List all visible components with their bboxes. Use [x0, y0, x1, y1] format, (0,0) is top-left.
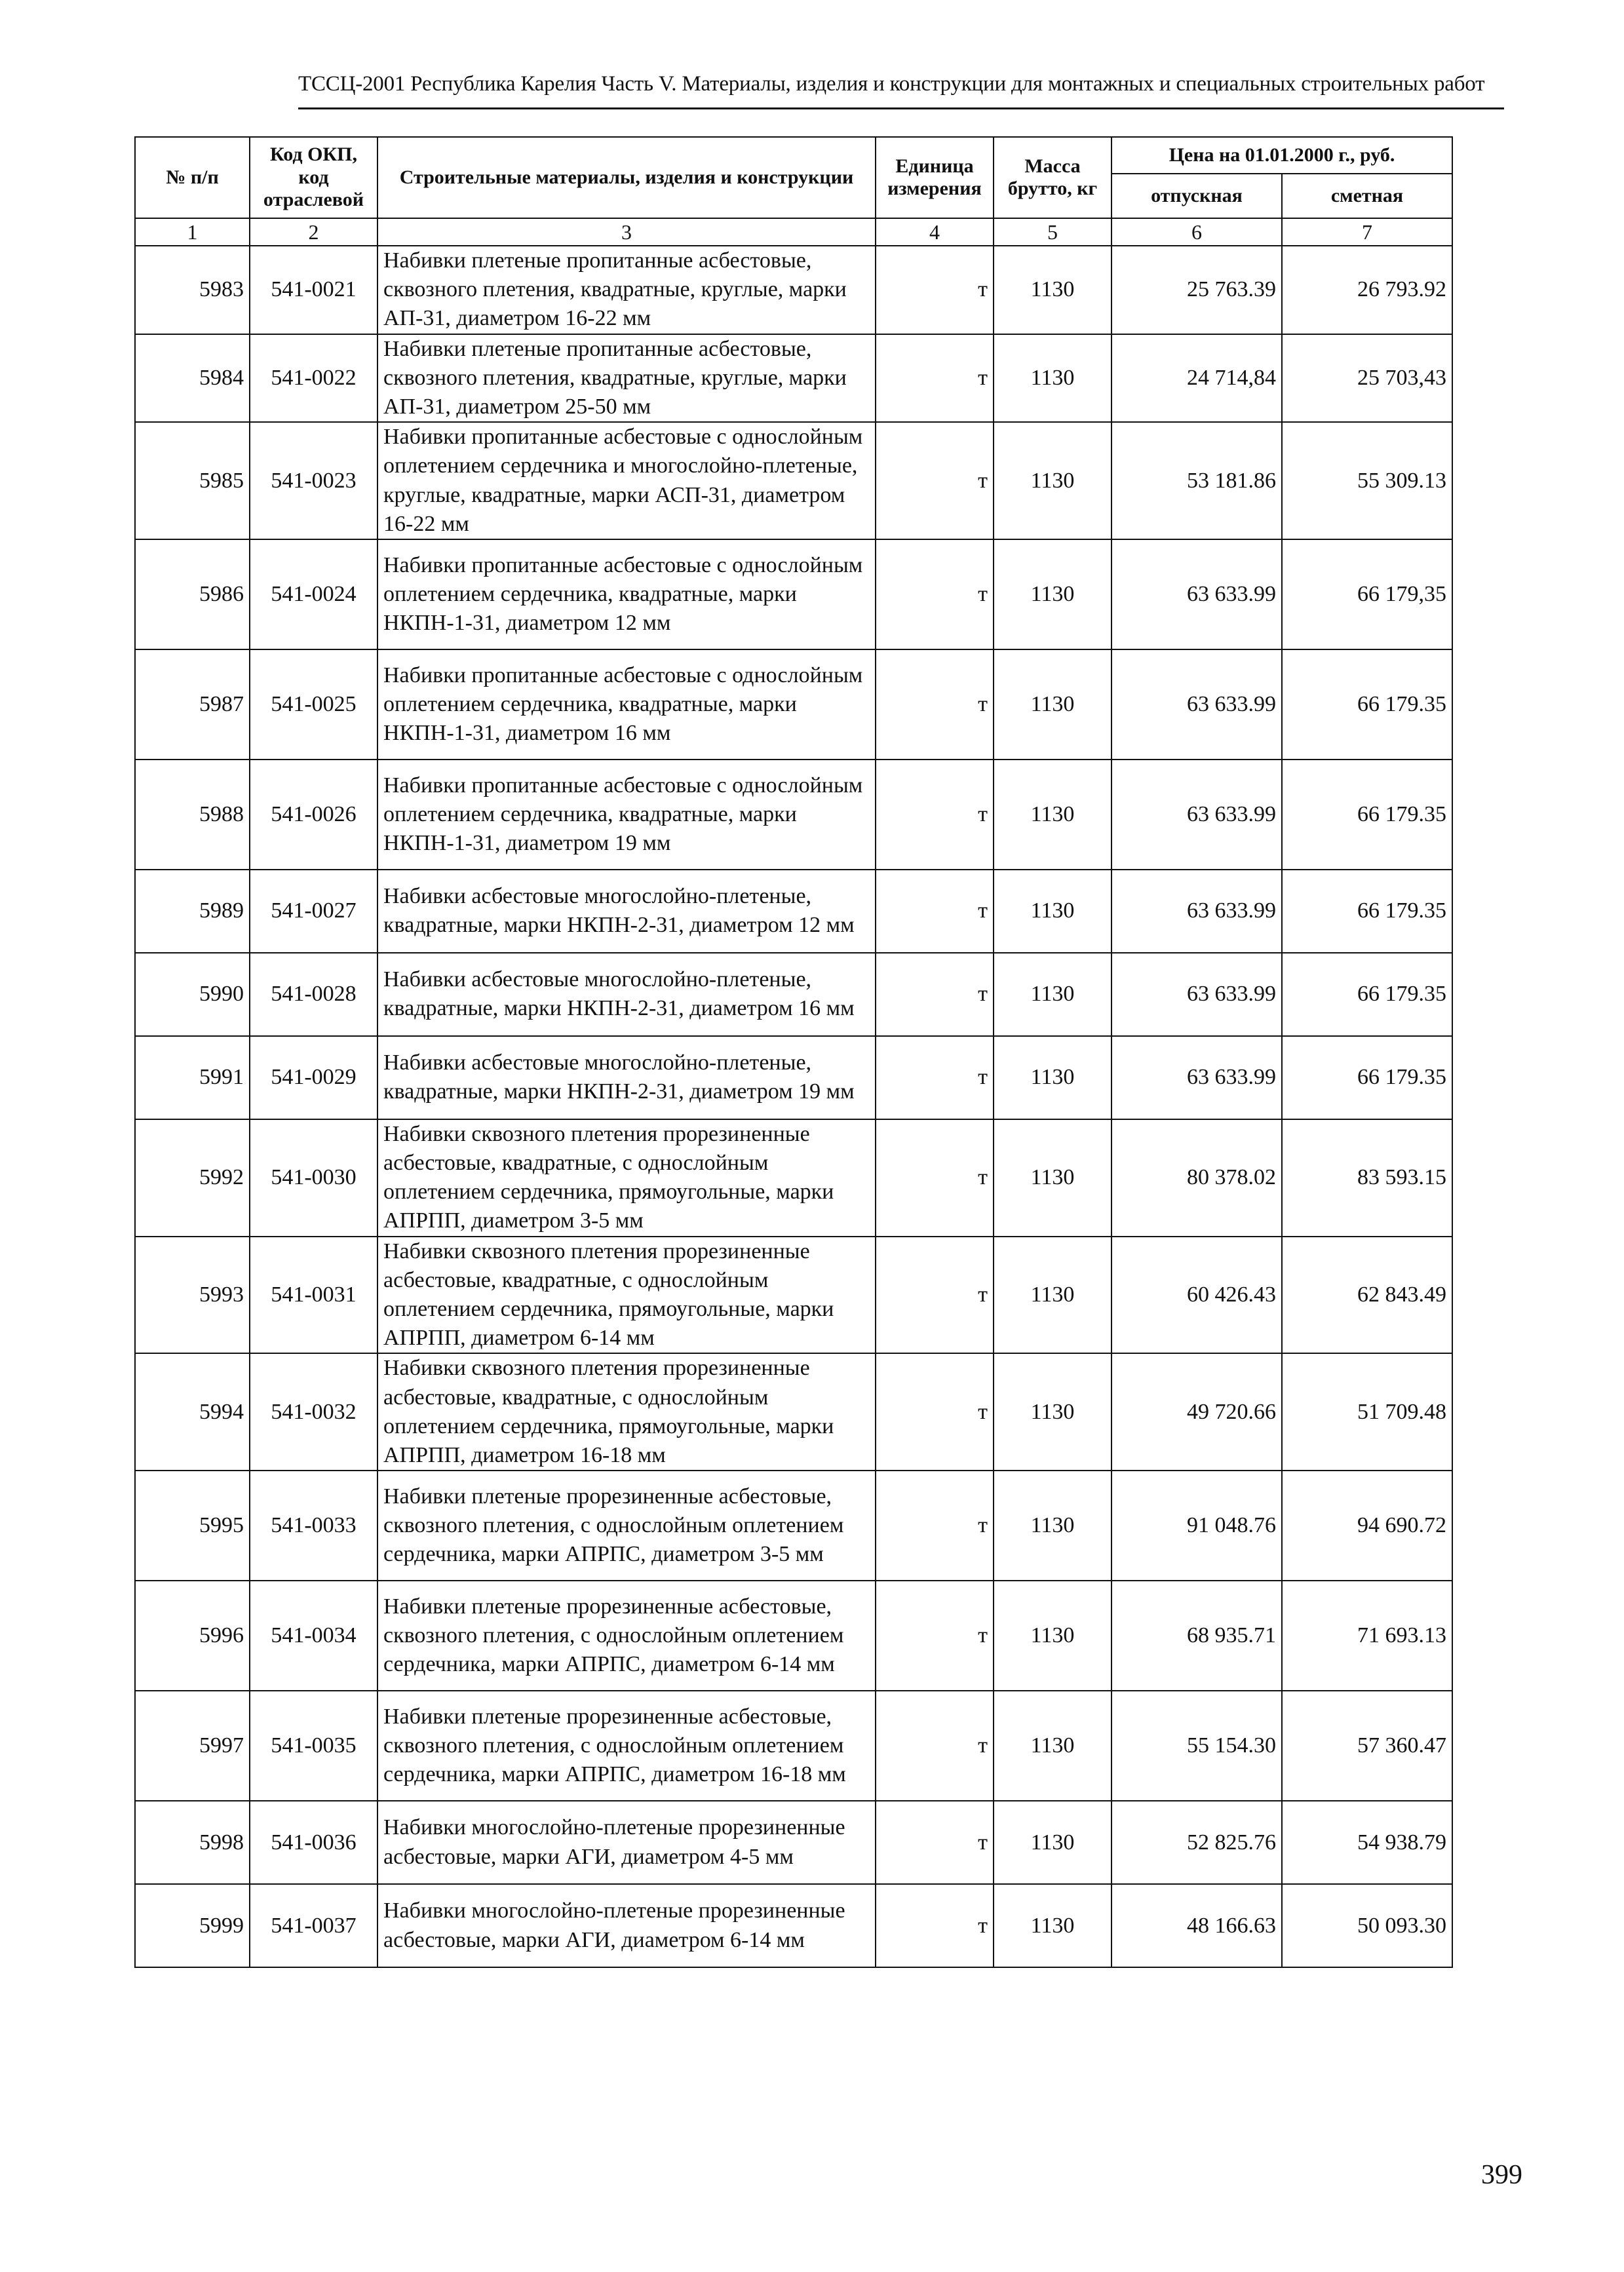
table-row	[135, 953, 1452, 1036]
row-unit: т	[876, 1119, 994, 1237]
row-unit: т	[876, 760, 994, 870]
row-mass: 1130	[994, 870, 1112, 953]
row-num: 5986	[135, 539, 250, 649]
row-unit: т	[876, 649, 994, 760]
row-num: 5984	[135, 334, 250, 423]
row-code: 541-0037	[250, 1884, 377, 1967]
header-unit: Единица измерения	[876, 137, 994, 218]
page-number: 399	[1481, 2160, 1522, 2190]
row-price-release: 24 714,84	[1112, 334, 1282, 423]
row-description: Набивки плетеные пропитанные асбестовые, сквозного плетения, квадратные, круглые, марки АП-31, диаметром 25-50 мм	[377, 334, 876, 423]
row-num: 5998	[135, 1801, 250, 1884]
row-code: 541-0031	[250, 1237, 377, 1354]
row-mass: 1130	[994, 760, 1112, 870]
row-price-estimate: 57 360.47	[1282, 1691, 1452, 1801]
row-unit: т	[876, 870, 994, 953]
row-unit: т	[876, 1691, 994, 1801]
row-code: 541-0025	[250, 649, 377, 760]
row-num: 5999	[135, 1884, 250, 1967]
row-price-estimate: 26 793.92	[1282, 246, 1452, 334]
row-description: Набивки пропитанные асбестовые с однослойным оплетением сердечника, квадратные, марки НКПН-1-31, диаметром 12 мм	[377, 539, 876, 649]
header-num: № п/п	[135, 137, 250, 218]
table-row	[135, 246, 1452, 334]
row-price-release: 60 426.43	[1112, 1237, 1282, 1354]
table-row	[135, 1237, 1452, 1354]
table-row	[135, 649, 1452, 760]
row-unit: т	[876, 1237, 994, 1354]
row-unit: т	[876, 953, 994, 1036]
row-price-estimate: 71 693.13	[1282, 1581, 1452, 1691]
header-price-release: отпускная	[1112, 174, 1282, 218]
row-mass: 1130	[994, 334, 1112, 423]
row-description: Набивки пропитанные асбестовые с однослойным оплетением сердечника, квадратные, марки НКПН-1-31, диаметром 19 мм	[377, 760, 876, 870]
row-price-release: 52 825.76	[1112, 1801, 1282, 1884]
row-mass: 1130	[994, 1884, 1112, 1967]
row-description: Набивки асбестовые многослойно-плетеные, квадратные, марки НКПН-2-31, диаметром 12 мм	[377, 870, 876, 953]
row-num: 5992	[135, 1119, 250, 1237]
table-row	[135, 760, 1452, 870]
row-price-estimate: 66 179.35	[1282, 1036, 1452, 1119]
row-price-estimate: 62 843.49	[1282, 1237, 1452, 1354]
row-price-estimate: 66 179,35	[1282, 539, 1452, 649]
row-num: 5989	[135, 870, 250, 953]
row-num: 5994	[135, 1353, 250, 1471]
row-price-release: 91 048.76	[1112, 1471, 1282, 1581]
row-price-estimate: 54 938.79	[1282, 1801, 1452, 1884]
row-code: 541-0028	[250, 953, 377, 1036]
row-price-release: 63 633.99	[1112, 953, 1282, 1036]
row-mass: 1130	[994, 1036, 1112, 1119]
row-unit: т	[876, 422, 994, 539]
row-code: 541-0036	[250, 1801, 377, 1884]
row-mass: 1130	[994, 1353, 1112, 1471]
row-price-estimate: 55 309.13	[1282, 422, 1452, 539]
row-mass: 1130	[994, 953, 1112, 1036]
row-num: 5993	[135, 1237, 250, 1354]
row-price-release: 25 763.39	[1112, 246, 1282, 334]
header-mass: Масса брутто, кг	[994, 137, 1112, 218]
row-mass: 1130	[994, 422, 1112, 539]
table-row	[135, 1471, 1452, 1581]
row-num: 5996	[135, 1581, 250, 1691]
column-number: 2	[250, 218, 377, 246]
row-unit: т	[876, 334, 994, 423]
row-description: Набивки сквозного плетения прорезиненные асбестовые, квадратные, с однослойным оплетением сердечника, прямоугольные, марки АПРПП, диаметром 6-14 мм	[377, 1237, 876, 1354]
header-price-estimate: сметная	[1282, 174, 1452, 218]
row-description: Набивки асбестовые многослойно-плетеные, квадратные, марки НКПН-2-31, диаметром 19 мм	[377, 1036, 876, 1119]
header-code: Код ОКП, код отраслевой	[250, 137, 377, 218]
row-price-estimate: 50 093.30	[1282, 1884, 1452, 1967]
row-num: 5990	[135, 953, 250, 1036]
row-description: Набивки асбестовые многослойно-плетеные, квадратные, марки НКПН-2-31, диаметром 16 мм	[377, 953, 876, 1036]
row-price-release: 63 633.99	[1112, 539, 1282, 649]
row-price-release: 55 154.30	[1112, 1691, 1282, 1801]
row-description: Набивки сквозного плетения прорезиненные асбестовые, квадратные, с однослойным оплетением сердечника, прямоугольные, марки АПРПП, диаметром 3-5 мм	[377, 1119, 876, 1237]
row-code: 541-0027	[250, 870, 377, 953]
row-description: Набивки пропитанные асбестовые с однослойным оплетением сердечника и многослойно-плетеные, круглые, квадратные, марки АСП-31, диаметром 16-22 мм	[377, 422, 876, 539]
row-price-estimate: 94 690.72	[1282, 1471, 1452, 1581]
row-num: 5995	[135, 1471, 250, 1581]
row-price-release: 53 181.86	[1112, 422, 1282, 539]
row-unit: т	[876, 1581, 994, 1691]
row-unit: т	[876, 1353, 994, 1471]
table-row	[135, 1801, 1452, 1884]
row-price-estimate: 83 593.15	[1282, 1119, 1452, 1237]
header-price-group: Цена на 01.01.2000 г., руб.	[1112, 137, 1452, 174]
row-code: 541-0026	[250, 760, 377, 870]
row-unit: т	[876, 1884, 994, 1967]
table-row	[135, 1884, 1452, 1967]
column-number-row	[135, 218, 1452, 246]
column-number: 1	[135, 218, 250, 246]
row-num: 5997	[135, 1691, 250, 1801]
row-unit: т	[876, 1801, 994, 1884]
column-number: 5	[994, 218, 1112, 246]
table-row	[135, 539, 1452, 649]
row-code: 541-0023	[250, 422, 377, 539]
row-num: 5985	[135, 422, 250, 539]
row-num: 5983	[135, 246, 250, 334]
row-code: 541-0022	[250, 334, 377, 423]
row-mass: 1130	[994, 1471, 1112, 1581]
row-price-estimate: 66 179.35	[1282, 953, 1452, 1036]
row-description: Набивки плетеные пропитанные асбестовые, сквозного плетения, квадратные, круглые, марки АП-31, диаметром 16-22 мм	[377, 246, 876, 334]
row-code: 541-0034	[250, 1581, 377, 1691]
row-description: Набивки плетеные прорезиненные асбестовые, сквозного плетения, с однослойным оплетением сердечника, марки АПРПС, диаметром 3-5 мм	[377, 1471, 876, 1581]
row-code: 541-0024	[250, 539, 377, 649]
row-price-release: 63 633.99	[1112, 649, 1282, 760]
row-price-estimate: 25 703,43	[1282, 334, 1452, 423]
row-description: Набивки сквозного плетения прорезиненные асбестовые, квадратные, с однослойным оплетением сердечника, прямоугольные, марки АПРПП, диаметром 16-18 мм	[377, 1353, 876, 1471]
row-num: 5987	[135, 649, 250, 760]
row-price-release: 80 378.02	[1112, 1119, 1282, 1237]
row-price-release: 68 935.71	[1112, 1581, 1282, 1691]
row-code: 541-0032	[250, 1353, 377, 1471]
table-row	[135, 1353, 1452, 1471]
column-number: 7	[1282, 218, 1452, 246]
row-description: Набивки многослойно-плетеные прорезиненные асбестовые, марки АГИ, диаметром 6-14 мм	[377, 1884, 876, 1967]
row-price-release: 63 633.99	[1112, 760, 1282, 870]
row-price-estimate: 51 709.48	[1282, 1353, 1452, 1471]
price-table	[134, 136, 1453, 1968]
row-unit: т	[876, 539, 994, 649]
row-unit: т	[876, 246, 994, 334]
row-price-release: 63 633.99	[1112, 870, 1282, 953]
row-mass: 1130	[994, 649, 1112, 760]
row-price-release: 63 633.99	[1112, 1036, 1282, 1119]
column-number: 3	[377, 218, 876, 246]
table-row	[135, 1581, 1452, 1691]
row-description: Набивки многослойно-плетеные прорезиненные асбестовые, марки АГИ, диаметром 4-5 мм	[377, 1801, 876, 1884]
row-mass: 1130	[994, 246, 1112, 334]
header-divider	[298, 107, 1504, 109]
row-code: 541-0029	[250, 1036, 377, 1119]
row-description: Набивки пропитанные асбестовые с однослойным оплетением сердечника, квадратные, марки НКПН-1-31, диаметром 16 мм	[377, 649, 876, 760]
row-unit: т	[876, 1471, 994, 1581]
row-price-release: 48 166.63	[1112, 1884, 1282, 1967]
row-price-estimate: 66 179.35	[1282, 870, 1452, 953]
table-row	[135, 1119, 1452, 1237]
row-mass: 1130	[994, 539, 1112, 649]
column-number: 6	[1112, 218, 1282, 246]
page-header: ТССЦ-2001 Республика Карелия Часть V. Материалы, изделия и конструкции для монтажных и специальных строительных работ	[298, 72, 1485, 96]
row-mass: 1130	[994, 1801, 1112, 1884]
row-code: 541-0035	[250, 1691, 377, 1801]
table-row	[135, 870, 1452, 953]
row-mass: 1130	[994, 1237, 1112, 1354]
row-code: 541-0021	[250, 246, 377, 334]
row-price-release: 49 720.66	[1112, 1353, 1282, 1471]
row-num: 5991	[135, 1036, 250, 1119]
row-num: 5988	[135, 760, 250, 870]
column-number: 4	[876, 218, 994, 246]
table-row	[135, 422, 1452, 539]
row-mass: 1130	[994, 1581, 1112, 1691]
header-material: Строительные материалы, изделия и конструкции	[377, 137, 876, 218]
row-code: 541-0030	[250, 1119, 377, 1237]
table-row	[135, 1036, 1452, 1119]
row-unit: т	[876, 1036, 994, 1119]
table-row	[135, 1691, 1452, 1801]
row-mass: 1130	[994, 1119, 1112, 1237]
row-code: 541-0033	[250, 1471, 377, 1581]
row-description: Набивки плетеные прорезиненные асбестовые, сквозного плетения, с однослойным оплетением сердечника, марки АПРПС, диаметром 6-14 мм	[377, 1581, 876, 1691]
row-description: Набивки плетеные прорезиненные асбестовые, сквозного плетения, с однослойным оплетением сердечника, марки АПРПС, диаметром 16-18 мм	[377, 1691, 876, 1801]
row-price-estimate: 66 179.35	[1282, 760, 1452, 870]
table-row	[135, 334, 1452, 423]
row-mass: 1130	[994, 1691, 1112, 1801]
row-price-estimate: 66 179.35	[1282, 649, 1452, 760]
